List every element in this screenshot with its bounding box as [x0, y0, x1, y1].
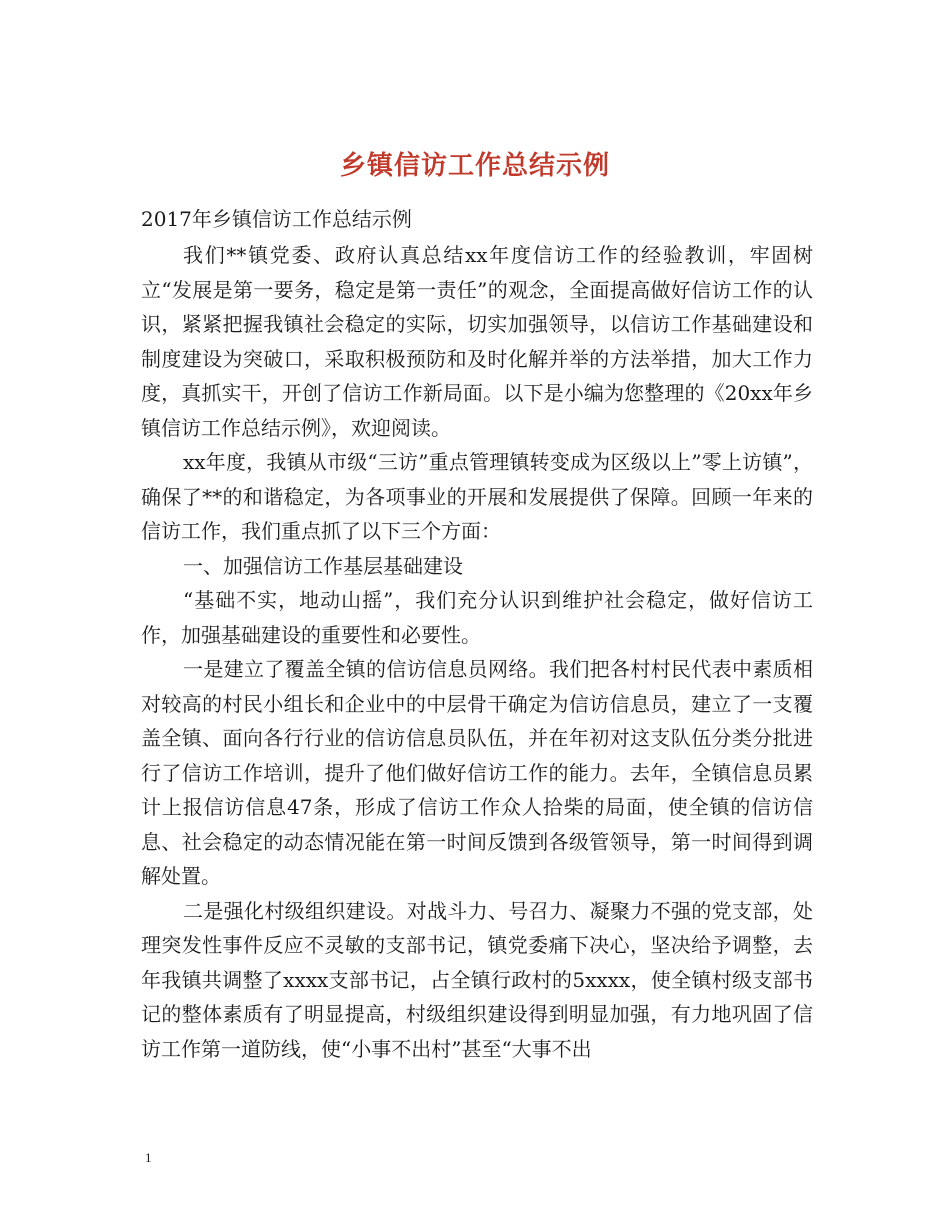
section-heading-1: 一、加强信访工作基层基础建设: [183, 553, 463, 578]
paragraph-overview: xx年度，我镇从市级“三访”重点管理镇转变成为区级以上”零上访镇”，确保了**的和谐稳定，为各项事业的开展和发展提供了保障。回顾一年来的信访工作，我们重点抓了以下三个方面：: [141, 450, 813, 543]
paragraph-foundation: “基础不实，地动山摇”，我们充分认识到维护社会稳定，做好信访工作，加强基础建设的重要性和必要性。: [141, 588, 813, 647]
paragraph-network: 一是建立了覆盖全镇的信访信息员网络。我们把各村村民代表中素质相对较高的村民小组长和企业中的中层骨干确定为信访信息员，建立了一支覆盖全镇、面向各行行业的信访信息员队伍，并在年初对这支队伍分类分批进行了信访工作培训，提升了他们做好信访工作的能力。去年，全镇信息员累计上报信访信息47条，形成了信访工作众人拾柴的局面，使全镇的信访信息、社会稳定的动态情况能在第一时间反馈到各级管领导，第一时间得到调解处置。: [141, 657, 813, 888]
document-subtitle: 2017年乡镇信访工作总结示例: [141, 207, 412, 231]
paragraph-organization: 二是强化村级组织建设。对战斗力、号召力、凝聚力不强的党支部，处理突发性事件反应不灵敏的支部书记，镇党委痛下决心，坚决给予调整，去年我镇共调整了xxxx支部书记，占全镇行政村的5xxxx，使全镇村级支部书记的整体素质有了明显提高，村级组织建设得到明显加强，有力地巩固了信访工作第一道防线，使“小事不出村”甚至“大事不出: [141, 898, 813, 1061]
document-body: [141, 202, 813, 1066]
page-number: 1: [145, 1150, 152, 1165]
document-title: 乡镇信访工作总结示例: [339, 151, 610, 182]
paragraph-intro: 我们**镇党委、政府认真总结xx年度信访工作的经验教训，牢固树立“发展是第一要务，稳定是第一责任”的观念，全面提高做好信访工作的认识，紧紧把握我镇社会稳定的实际，切实加强领导，以信访工作基础建设和制度建设为突破口，采取积极预防和及时化解并举的方法举措，加大工作力度，真抓实干，开创了信访工作新局面。以下是小编为您整理的《20xx年乡镇信访工作总结示例》，欢迎阅读。: [141, 243, 813, 440]
